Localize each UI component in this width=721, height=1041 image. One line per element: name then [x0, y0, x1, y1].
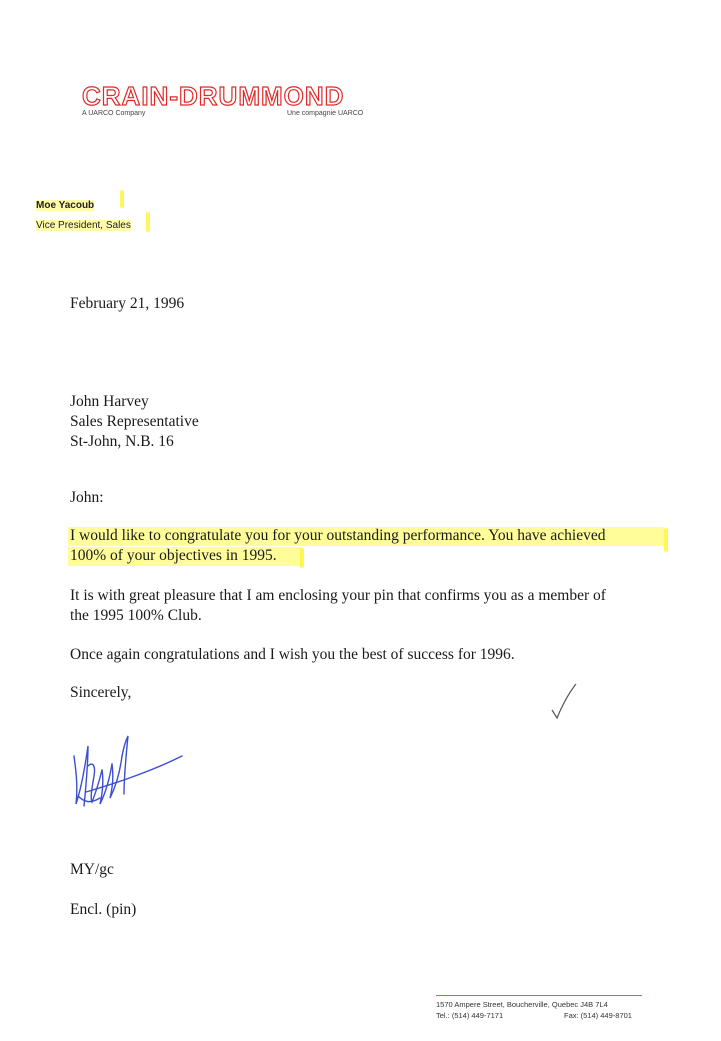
- typist-initials: MY/gc: [70, 861, 114, 878]
- footer-address: 1570 Ampere Street, Boucherville, Quebec J4B 7L4: [436, 1000, 608, 1009]
- recipient-address: [70, 392, 199, 452]
- sender-title: Vice President, Sales: [36, 220, 131, 231]
- salutation: John:: [70, 489, 104, 506]
- enclosure-note: Encl. (pin): [70, 901, 137, 918]
- signature: [66, 726, 190, 816]
- closing: Sincerely,: [70, 684, 132, 701]
- brand-wordmark: CRAIN-DRUMMOND: [82, 81, 345, 111]
- paragraph-closing-wishes: Once again congratulations and I wish you the best of success for 1996.: [70, 646, 515, 663]
- letterhead-logo: [82, 82, 372, 122]
- highlight-mark: [146, 212, 150, 232]
- highlight-mark: [120, 190, 124, 208]
- recipient-location: St-John, N.B. 16: [70, 433, 174, 450]
- check-mark-icon: [548, 680, 580, 722]
- paragraph-pin-enclosure: It is with great pleasure that I am enclosing your pin that confirms you as a member of the 1995 100% Club.: [70, 587, 606, 624]
- footer-phone: Tel.: (514) 449-7171: [436, 1011, 504, 1020]
- tagline-english: A UARCO Company: [82, 110, 146, 117]
- tagline-french: Une compagnie UARCO: [287, 110, 364, 117]
- sender-name: Moe Yacoub: [36, 200, 95, 211]
- footer-divider: [436, 995, 642, 996]
- footer-fax: Fax: (514) 449-8701: [564, 1011, 632, 1020]
- paragraph-congratulations: I would like to congratulate you for your outstanding performance. You have achieved 100% of your objectives in 1995.: [70, 527, 606, 564]
- letter-date: February 21, 1996: [70, 295, 185, 312]
- recipient-title: Sales Representative: [70, 413, 199, 430]
- highlight-mark: [664, 528, 668, 552]
- recipient-name: John Harvey: [70, 393, 149, 410]
